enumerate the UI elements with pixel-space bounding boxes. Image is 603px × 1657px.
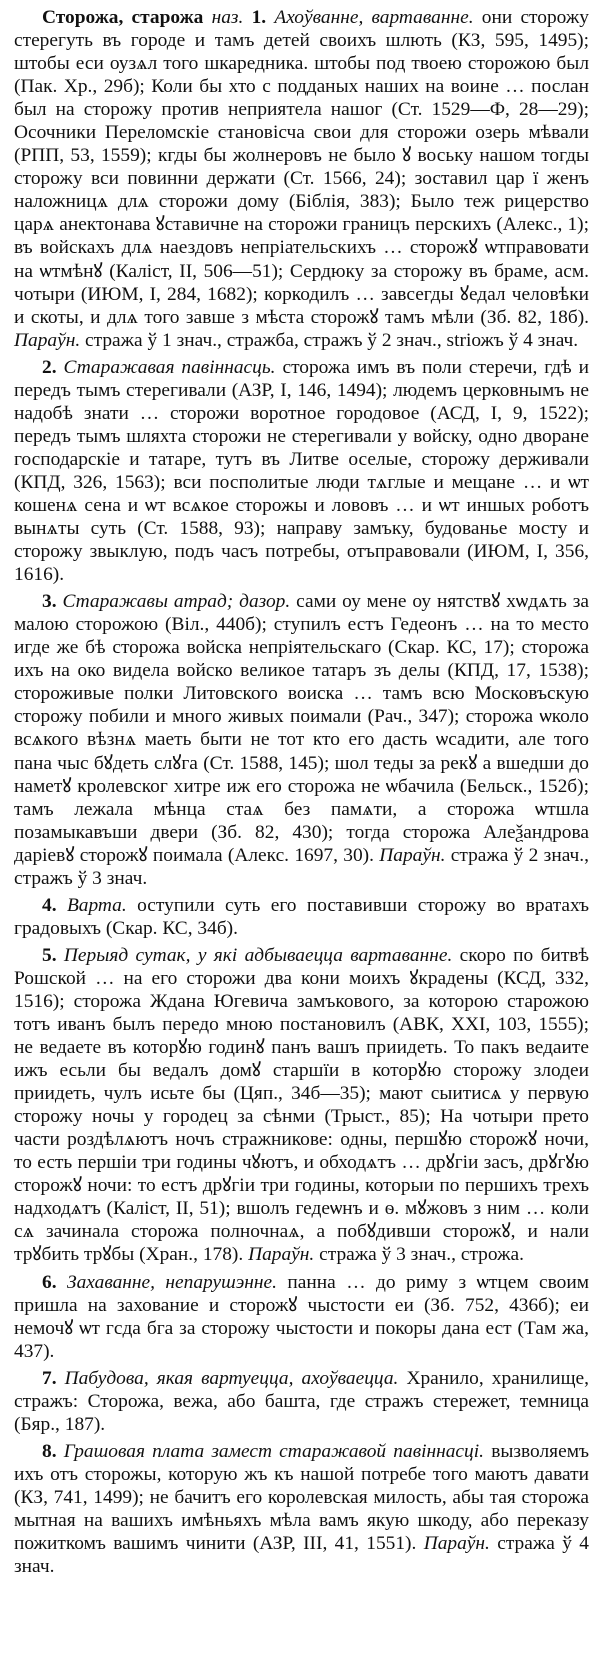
sense-number: 1. xyxy=(251,7,267,28)
sense-citations: они сторожу стерегуть въ городе и тамъ детей своихъ шлють (КЗ, 595, 1495); штобы еси оузѧл того шкаредника. штобы под твоею сторожою был (Пак. Хр., 29б); Коли бы хто с подданых наших на воине … послан был на сторожу против неприятела нашог (Ст. 1529—Ф, 28—29); Осочники Переломскіе становісча свои для сторожи озерь мѣвали (РПП, 53, 1559); кгды бы жолнеровъ не было ꙋ воську нашом тогды сторожу вси повинни держати (Ст. 1566, 24); зоставил цар ї женъ наложницѧ длѧ сторожи дому (Біблія, 383); Было теж рицерство царѧ анектонава ꙋставичне на сторожи границъ перскихъ (Алекс., 1); въ войскахъ длѧ наездовъ непріательскихъ … сторожꙋ ѡтправовати на ѡтмѣнꙋ (Каліст, II, 506—51); Сердюку за сторожу въ браме, асм. чотыри (ИЮМ, I, 284, 1682); коркодилъ … завсегды ꙋедал человѣки и скоты, и длѧ того завше з мѣста сторожꙋ тамъ мѣли (Зб. 82, 18б). xyxy=(14,7,589,328)
sense-number: 3. xyxy=(42,591,57,613)
see-also-label: Параўн. xyxy=(423,1533,490,1555)
sense-5 xyxy=(14,944,589,1267)
sense-3 xyxy=(14,590,589,890)
sense-number: 5. xyxy=(42,944,57,966)
sense-citations: вызволяемъ ихъ отъ сторожы, которую жъ къ нашой потребе того маютъ давати (КЗ, 741, 1499); не бачитъ его королевская милость, абы тая сторожа мытная на вашихъ имѣньяхъ мѣла вамъ якую шкоду, або переказу пожиткомъ вашимъ чинити (АЗР, III, 41, 1551). xyxy=(14,1440,589,1555)
see-also-text: стража ў 3 знач., строжа. xyxy=(319,1244,524,1266)
sense-gloss: Варта. xyxy=(66,894,127,916)
sense-gloss: Захаванне, непарушэнне. xyxy=(66,1271,277,1293)
sense-citations: сами оу мене оу нятствꙋ хѡдѧть за малою сторожою (Віл., 440б); ступилъ естъ Гедеонъ … на то место игде же бѣ сторожа войска непріятельскаго (Скар. КС, 17); сторожа ихъ на око видела войско великое татаръ зъ делы (КПД, 17, 1538); стороживые полки Литовского воиска … тамъ всю Московъскую сторожу побили и много живых поимали (Рач., 347); сторожа ѡколо всѧкого вѣзнѧ маеть быти не тот кто его дасть ѡсадити, але того пана чыс бꙋдеть слꙋга (Ст. 1588, 145); шол теды за рекꙋ а вшедши до наметꙋ кролевског хитре иж его сторожа не ѡбачила (Бельск., 152б); тамъ лежала мѣнца стаѧ без памѧти, а сторожа ѡтшла позамыкавъши двери (Зб. 82, 430); тогда сторожа Алеѯандрова даріевꙋ сторожꙋ поимала (Алекс. 1697, 30). xyxy=(14,591,589,866)
sense-8 xyxy=(14,1440,589,1578)
sense-gloss: Перыяд сутак, у які адбываецца вартаванне. xyxy=(63,944,453,966)
headword: Сторожа, старожа xyxy=(42,7,204,28)
see-also-text: стража ў 2 знач., стражъ ў 3 знач. xyxy=(14,844,589,889)
sense-2 xyxy=(14,356,589,586)
sense-number: 2. xyxy=(42,356,57,378)
see-also-text: стража ў 4 знач. xyxy=(14,1533,589,1578)
sense-citations: Хранило, хранилище, стражъ: Сторожа, вежа, або башта, где стражъ стережет, темница (Бяр., 187). xyxy=(14,1367,589,1435)
sense-gloss: Ахоўванне, вартаванне. xyxy=(274,7,474,28)
see-also-label: Параўн. xyxy=(14,329,81,351)
sense-6 xyxy=(14,1271,589,1363)
see-also-label: Параўн. xyxy=(248,1244,315,1266)
see-also-text: стража ў 1 знач., стражба, стражъ ў 2 знач., striожъ ў 4 знач. xyxy=(85,329,579,351)
sense-gloss: Старажавая павіннасць. xyxy=(63,356,276,378)
sense-gloss: Старажавы атрад; дазор. xyxy=(62,591,291,613)
sense-citations: панна … до риму з ѡтцем своим пришла на захование и сторожꙋ чыстости еи (Зб. 752, 436б); еи немочꙋ ѡт гсда бга за сторожу чыстости и покоры дана ест (Там жа, 437). xyxy=(14,1271,589,1362)
see-also-label: Параўн. xyxy=(379,844,446,866)
sense-1 xyxy=(14,6,589,352)
sense-citations: сторожа имъ въ поли стеречи, гдѣ и передъ тымъ стерегивали (АЗР, I, 146, 1494); людемъ церковнымъ не надобѣ знати … сторожи воротное городовое (АСД, I, 9, 1522); передъ тымъ шляхта сторожи не стерегивали у войску, одно дворане господарскіе и татаре, тутъ въ Литве оселые, сторожу держивали (КПД, 326, 1563); вси посполитые люди тѧглые и мещане … и ѡт кошенѧ сена и ѡт всѧкое сторожы и лововъ … и ѡт иншых роботъ вынѧты суть (Ст. 1588, 93); направу замъку, будованье мосту и сторожу звыклую, подъ часъ потребы, отъправовали (ИЮМ, I, 356, 1616). xyxy=(14,356,589,586)
sense-4 xyxy=(14,894,589,940)
sense-citations: скоро по битвѣ Рошской … на его сторожи два кони моихъ ꙋкрадены (КСД, 332, 1516); сторожа Ждана Югевича замъкового, за которою старожою тотъ иванъ былъ передо мною постановилъ (АВК, XXI, 103, 1555); не ведаете въ которꙋю годинꙋ панъ вашъ приидеть. То пакъ ведаите ижъ есьли бы ведалъ домꙋ старшїи в которꙋю сторожу злодеи приидеть, чулъ исьте бы (Цяп., 34б—35); мают сыитисѧ у первую сторожу ночы у городец за сѣнми (Трыст., 85); На чотыри прето части роздѣлѧютъ ночъ стражникове: одны, першꙋю сторожꙋ ночи, то есть першіи три годины чꙋютъ, и обходѧтъ … дрꙋгіи засъ, дрꙋгꙋю сторожꙋ ночи: то естъ дрꙋгіи три годины, которыи по першихъ трехъ надходѧтъ (Каліст, II, 51); вшолъ гедеѡнъ и ѳ. мꙋжовъ з ним … коли сѧ зачинала сторожа полночнаѧ, а побꙋдивши сторожꙋ, и нали трꙋбить трꙋбы (Хран., 178). xyxy=(14,944,589,1266)
sense-citations: оступили суть его поставивши сторожу во вратахъ градовыхъ (Скар. КС, 34б). xyxy=(14,894,589,939)
sense-gloss: Грашовая плата замест старажавой павіннасці. xyxy=(63,1440,484,1462)
sense-number: 8. xyxy=(42,1440,57,1462)
sense-number: 6. xyxy=(42,1271,57,1293)
sense-7 xyxy=(14,1367,589,1436)
sense-gloss: Пабудова, якая вартуецца, ахоўваецца. xyxy=(64,1367,399,1389)
dictionary-entry xyxy=(14,6,589,1578)
sense-number: 4. xyxy=(42,894,57,916)
sense-number: 7. xyxy=(42,1367,57,1389)
part-of-speech: наз. xyxy=(211,7,244,28)
